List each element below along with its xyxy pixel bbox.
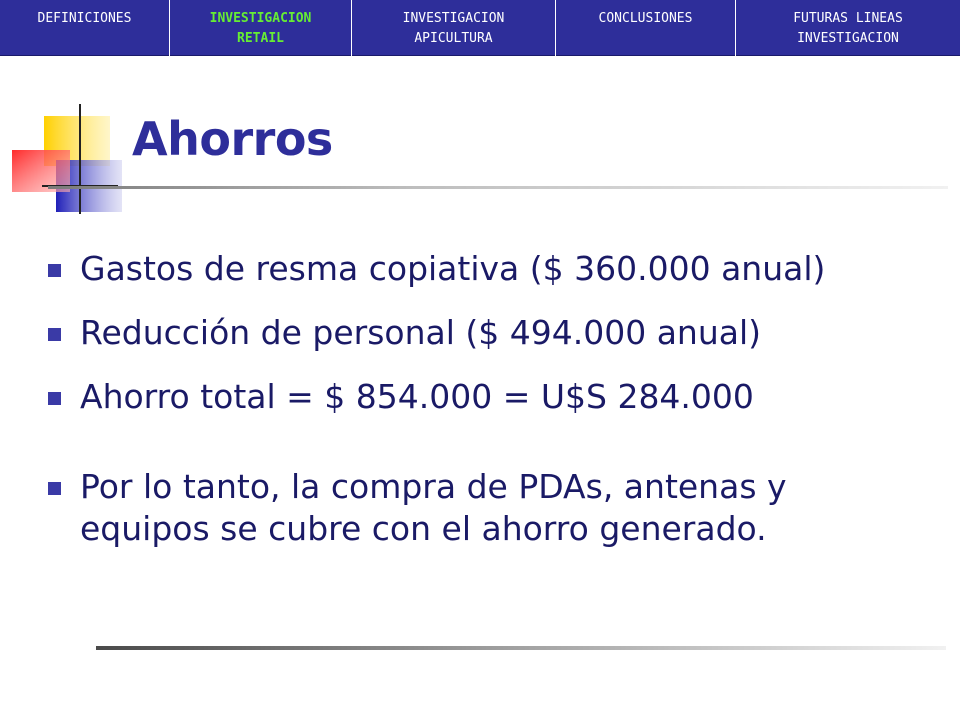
slide-title: Ahorros [132,112,333,166]
nav-tab-investigacion-retail[interactable] [170,0,352,56]
square-bullet-icon [48,392,61,405]
nav-tab-investigacion-apicultura[interactable] [352,0,556,56]
nav-tab-label: DEFINICIONES [37,11,132,26]
list-item [46,466,926,550]
bottom-divider [96,646,946,650]
top-navigation [0,0,960,56]
nav-tab-label: INVESTIGACION RETAIL [209,11,312,46]
square-bullet-icon [48,264,61,277]
nav-tab-futuras-lineas[interactable] [736,0,960,56]
list-item [46,248,926,290]
square-bullet-icon [48,482,61,495]
nav-tab-conclusiones[interactable] [556,0,736,56]
nav-tab-label: FUTURAS LINEAS INVESTIGACION [793,11,903,46]
square-bullet-icon [48,328,61,341]
list-item [46,312,926,354]
bullet-text: Por lo tanto, la compra de PDAs, antenas y equipos se cubre con el ahorro generado. [80,467,787,548]
bullet-text: Gastos de resma copiativa ($ 360.000 anual) [80,249,826,288]
title-divider [48,186,948,189]
nav-tab-label: INVESTIGACION APICULTURA [402,11,505,46]
bullet-text: Ahorro total = $ 854.000 = U$S 284.000 [80,377,754,416]
bullet-text: Reducción de personal ($ 494.000 anual) [80,313,762,352]
bullet-list [46,248,926,572]
list-item [46,376,926,418]
nav-tab-label: CONCLUSIONES [598,11,693,26]
